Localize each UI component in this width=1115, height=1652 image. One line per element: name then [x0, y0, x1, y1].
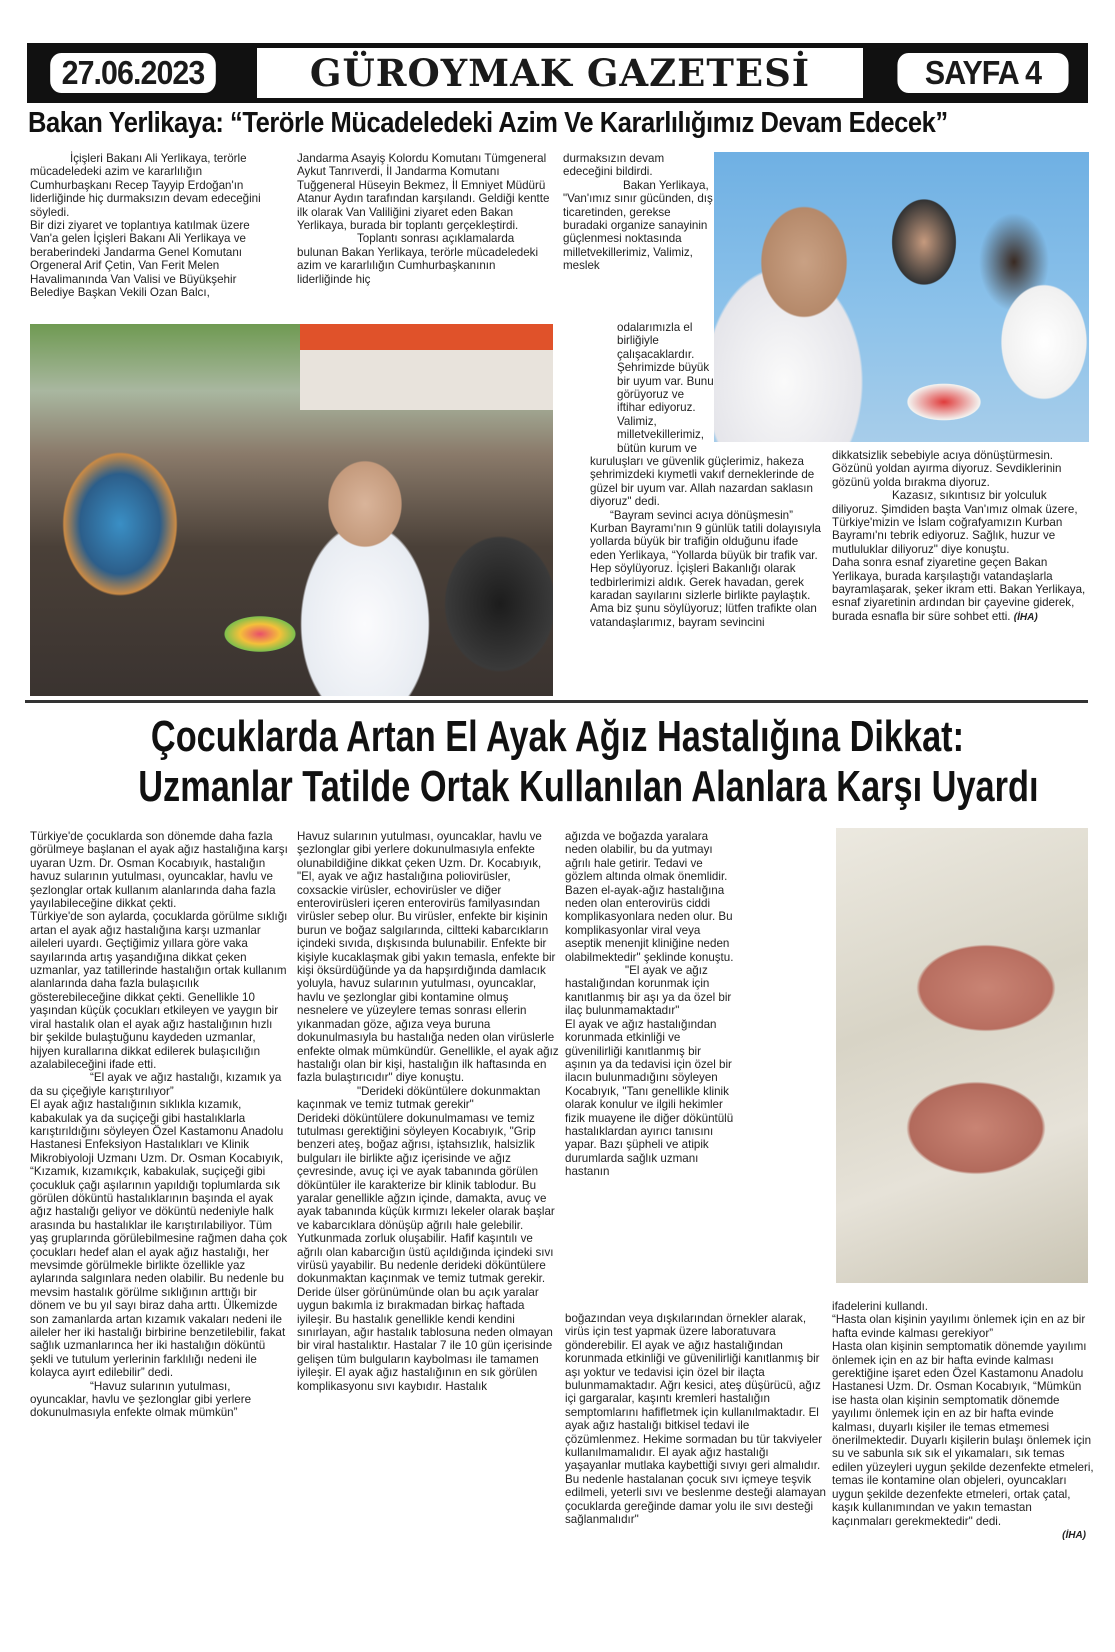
- article2-paragraph: El ayak ve ağız hastalığından korunmada etkinliği ve güvenilirliği kanıtlanmış bir aşının ya da tedavisi için özel bir ilacın bulunmadığını söyleyen Kocabıyık, "Tanı genellikle klinik olarak konulur ve ilgili hekimler fizik muayene ile diğer döküntülü hastalıklardan ayırıcı tanısını yapar. Bazı şüpheli ve atipik durumlarda sağlık uzmanı hastanın: [565, 1017, 734, 1179]
- article2-column-3-narrow: [565, 830, 735, 1179]
- article2-headline-line-2: Uzmanlar Tatilde Ortak Kullanılan Alanlara Karşı Uyardı: [138, 762, 1039, 811]
- article1-subheading: “Bayram sevinci acıya dönüşmesin”: [610, 508, 793, 522]
- article2-paragraph: Havuz sularının yutulması, oyuncaklar, havlu ve şezlonglar gibi yerlere dokunulmasıyla enfekte olunabildiğine dikkat çeken Uzm. Dr. Kocabıyık, "El, ayak ve ağız hastalığına poliovirüsler, coxsackie virüsler, echovirüsler ve diğer enterovirüsleri içeren enterovirüs familyasından virüsler sebep olur. Bu virüsler, enfekte bir kişinin burun ve boğaz salgılarında, ciltteki kabarcıkların içindeki sıvıda, dışkısında bulunabilir. Enfekte bir kişiyle kucaklaşmak gibi yakın temasla, enfekte bir kişi öksürdüğünde ya da hapşırdığında damlacık yoluyla, havuz sularının yutulması, oyuncaklar, havlu ve şezlonglar gibi kontamine olmuş nesnelere ve yüzeylere temas sonrası ellerin yıkanmadan göze, ağıza veya buruna dokunulmasıyla bu hastalığa neden olan virüslerle enfekte olmak mümkündür. Genellikle, el ayak ağız hastalığı olan bir kişi, hastalığın ilk haftasında en fazla bulaştırıcıdır" diye konuştu.: [297, 830, 559, 1085]
- photo-minister-children: [714, 152, 1089, 442]
- article2-column-1: [30, 830, 288, 1420]
- section-divider: [25, 700, 1088, 703]
- issue-date: 27.06.2023: [48, 51, 217, 95]
- article1-paragraph: Kurban Bayramı'nın 9 günlük tatili dolayısıyla yollarda büyük bir trafiğin olduğunu ifade eden Yerlikaya, “Yollarda büyük bir trafik var. Hep söylüyoruz. İçişleri Bakanlığı olarak tedbirlerimizi aldık. Gerek havadan, gerek karadan sayılarını sizlerle birlikte paylaştık. Ama biz şunu söylüyoruz; lütfen trafikte olan vatandaşlarımız, bayram sevincini: [590, 522, 821, 629]
- shop-front: [300, 350, 553, 410]
- article1-paragraph: İçişleri Bakanı Ali Yerlikaya, terörle mücadeledeki azim ve kararlılığın Cumhurbaşkanı Recep Tayyip Erdoğan'ın liderliğinde hiç durmaksızın devam edeceğini söyledi.: [30, 152, 261, 219]
- article1-paragraph: Bakan Yerlikaya, "Van'ımız sınır gücünden, dış ticaretinden, gerekse buradaki organize sanayinin güçlenmesi noktasında milletvekillerimiz, Valimiz, meslek: [563, 178, 713, 273]
- article2-subheading: “Hasta olan kişinin yayılımı önlemek için en az bir hafta evinde kalması gerekiyor”: [832, 1313, 1086, 1340]
- article2-paragraph: Türkiye'de çocuklarda son dönemde daha fazla görülmeye başlanan el ayak ağız hastalığına karşı uyaran Uzm. Dr. Osman Kocabıyık, hastalığın havuz sularının yutulması, oyuncaklar, havlu ve şezlonglar ortak kullanım alanlarında daha fazla yayılabileceğine dikkat çekti.: [30, 830, 288, 911]
- article2-column-2: [297, 830, 559, 1393]
- source-credit: (İHA): [1062, 1529, 1086, 1541]
- article1-paragraph: Toplantı sonrası açıklamalarda bulunan Bakan Yerlikaya, terörle mücadeledeki azim ve kararlılığın Cumhurbaşkanının liderliğinde hiç: [297, 232, 539, 286]
- article2-paragraph: boğazından veya dışkılarından örnekler alarak, virüs için test yapmak üzere laboratuvara gönderebilir. El ayak ve ağız hastalığından korunmada etkinliği ve güvenilirliği kanıtlanmış bir aşı yoktur ve tedavisi için özel bir ilaçta bulunmamaktadır. Ağrı kesici, ateş düşürücü, ağız içi gargaralar, kaşıntı kremleri hastalığın semptomlarını hafifletmek için kullanılmaktadır. El ayak ağız hastalığı bitkisel tedavi ile çözümlenmez. Hekime sormadan bu tür takviyeler kullanılmamalıdır. El ayak ağız hastalığı yaşayanlar mutlaka kaybettiği sıvıyı geri almalıdır. Bu nedenle hastalanan çocuk sıvı içmeye teşvik edilmeli, yeterli sıvı ve beslenme desteği alamayan çocuklarda gereğinde damar yolu ile sıvı desteği sağlanmalıdır": [565, 1312, 826, 1527]
- article2-column-4: [832, 1300, 1094, 1542]
- article2-paragraph: ifadelerini kullandı.: [832, 1300, 929, 1313]
- article1-column-3-wide: [590, 455, 825, 629]
- article2-headline-line-1: Çocuklarda Artan El Ayak Ağız Hastalığına Dikkat:: [150, 712, 965, 761]
- article1-paragraph: dikkatsizlik sebebiyle acıya dönüştürmesin. Gözünü yoldan ayırma diyoruz. Sevdiklerinin gözünü yolda bırakma diyoruz.: [832, 449, 1062, 489]
- photo-hands-rash: [836, 828, 1088, 1283]
- article2-paragraph: ağızda ve boğazda yaralara neden olabilir, bu da yutmayı ağrılı hale getirir. Tedavi ve gözlem altında olmak önemlidir. Bazen el-ayak-ağız hastalığına neden olan enterovirüs ciddi komplikasyonlara neden olur. Bu komplikasyonlar viral veya aseptik menenjit kliniğine neden olabilmektedir" şeklinde konuştu.: [565, 830, 734, 964]
- newspaper-title: GÜROYMAK GAZETESİ: [255, 46, 865, 100]
- shop-awning: [300, 324, 553, 350]
- article1-paragraph: durmaksızın devam edeceğini bildirdi.: [563, 152, 665, 179]
- article2-paragraph: El ayak ağız hastalığının sıklıkla kızamık, kabakulak ya da suçiçeği gibi hastalıklarla karıştırıldığını söyleyen Özel Kastamonu Anadolu Hastanesi Enfeksiyon Hastalıkları ve Klinik Mikrobiyoloji Uzmanı Uzm. Dr. Osman Kocabıyık, “Kızamık, kızamıkçık, kabakulak, suçiçeği gibi çocukluk çağı aşılarının yapıldığı toplumlarda sık görülen döküntü hastalıklarının başında el ayak ağız hastalığı geliyor ve döküntü nedeniyle halk arasında bu hastalıklar ile karıştırılabiliyor. Tüm yaş gruplarında görülebilmesine rağmen daha çok çocukları hedef alan el ayak ağız hastalığı, her mevsimde görülmekle birlikte özellikle yaz aylarında salgınlara neden olabilir. Bu nedenle bu mevsim hastalık görülme sıklığının arttığı bir dönem ve bu yıl sayı biraz daha arttı. Ülkemizde son zamanlarda artan kızamık vakaları nedeni ile aileler her iki hastalığı birbirine benzetilebilir, fakat sağlık uzmanlarınca her iki hastalığın döküntü şekli ve tutulum yerlerinin farklılığı nedeni ile kolayca ayırt edilebilir” dedi.: [30, 1098, 288, 1380]
- article2-subheading: "Derideki döküntülere dokunmaktan kaçınmak ve temiz tutmak gerekir": [297, 1084, 541, 1112]
- article2-column-3-wide: [565, 1312, 827, 1527]
- article1-paragraph: Bir dizi ziyaret ve toplantıya katılmak üzere Van'a gelen İçişleri Bakanı Ali Yerlikaya ve beraberindeki Jandarma Genel Komutanı Orgeneral Arif Çetin, Van Ferit Melen Havalimanında Van Valisi ve Büyükşehir Belediye Başkan Vekili Ozan Balcı,: [30, 219, 250, 300]
- article2-paragraph: Hasta olan kişinin semptomatik dönemde yayılımı önlemek için en az bir hafta evinde kalması gerektiğine işaret eden Özel Kastamonu Anadolu Hastanesi Uzm. Dr. Osman Kocabıyık, “Mümkün ise hasta olan kişinin semptomatik dönemde yayılımı önlemek için en az bir hafta evinde kalması, duyarlı kişiler ile temas etmemesi önerilmektedir. Duyarlı kişilerin bulaşı önlemek için su ve sabunla sık sık el yıkamaları, sık temas edilen yüzeyleri uygun şekilde dezenfekte etmeleri, temas ile kontamine olan objeleri, oyuncakları uygun şekilde dezenfekte etmeleri, ortak çatal, kaşık kullanımından ve yakın temastan kaçınmaları gerekmektedir" dedi.: [832, 1340, 1094, 1528]
- article2-paragraph: Derideki döküntülere dokunulmaması ve temiz tutulması gerektiğini söyleyen Kocabıyık, "Grip benzeri ateş, boğaz ağrısı, iştahsızlık, halsizlik bulguları ile birlikte ağız içerisinde ve ağız çevresinde, avuç içi ve ayak tabanında görülen döküntüler ile karakterize bir klinik tablodur. Bu yaralar genellikle ağzın içinde, damakta, avuç ve ayak tabanında küçük kırmızı lekeler olarak başlar ve kabarcıklara dönüşüp ağrılı hale gelebilir. Yutkunmada zorluk oluşabilir. Hafif kaşıntılı ve ağrılı olan kabarcığın üstü açıldığında içindeki sıvı virüsü yayabilir. Bu nedenle derideki döküntülere dokunmaktan kaçınmak ve temiz tutmak gerekir. Deride ülser görünümünde olan bu açık yaralar uygun bakımla iz bırakmadan birkaç haftada iyileşir. Bu hastalık genellikle kendi kendini sınırlayan, ağır hastalık tablosuna neden olmayan bir viral hastalıktır. Hastalar 7 ile 10 gün içerisinde gelişen tüm bulguların kaybolması ile tamamen iyileşir. El ayak ağız hastalığının en sık görülen komplikasyonu sıvı kaybıdır. Hastalık: [297, 1111, 555, 1393]
- article1-column-3-top: [563, 152, 713, 273]
- article1-paragraph: Daha sonra esnaf ziyaretine geçen Bakan Yerlikaya, burada karşılaştığı vatandaşlarla bayramlaşarak, şeker ikram etti. Bakan Yerlikaya, esnaf ziyaretinin ardından bir çayevine giderek, burada esnafla bir süre sohbet etti. (İHA): [832, 556, 1086, 623]
- article1-headline: Bakan Yerlikaya: “Terörle Mücadeledeki Azim Ve Kararlılığımız Devam Edecek”: [28, 107, 948, 139]
- article1-paragraph: Kazasız, sıkıntısız bir yolculuk diliyoruz. Şimdiden başta Van'ımız olmak üzere, Türkiye'mizin ve İslam coğrafyamızın Kurban Bayramı'nı tebrik ediyoruz. Sağlık, huzur ve mutluluklar diliyoruz" diye konuştu.: [832, 489, 1078, 556]
- article1-column-1: [30, 152, 280, 299]
- article2-subheading: "El ayak ve ağız hastalığından korunmak için kanıtlanmış bir aşı ya da özel bir ilaç bulunmamaktadır": [565, 964, 732, 1018]
- article1-column-3-narrow: [617, 321, 715, 455]
- article1-column-2: [297, 152, 552, 286]
- photo-minister-crowd: [30, 324, 553, 696]
- article1-paragraph: kuruluşları ve güvenlik güçlerimiz, hakeza şehrimizdeki kıymetli vakıf derneklerinde de güzel bir uyum var. Allah nazardan saklasın diyoruz" dedi.: [590, 455, 815, 509]
- article2-subheading: “El ayak ve ağız hastalığı, kızamık ya da su çiçeğiyle karıştırılıyor”: [30, 1071, 282, 1098]
- source-credit: (İHA): [1013, 611, 1038, 623]
- article2-paragraph: Türkiye'de son aylarda, çocuklarda görülme sıklığı artan el ayak ağız hastalığına karşı uzmanlar aileleri uyardı. Geçtiğimiz yıllara göre vaka sayılarında artış yaşandığına dikkat çeken uzmanlar, yaz tatillerinde hastalığın ortak kullanım alanlarında daha fazla bulaşıcılık gösterebileceğine dikkat çekti. Genellikle 10 yaşından küçük çocukları etkileyen ve yaygın bir viral hastalık olan el ayak ağız hastalığının hızlı bir şekilde bulaştuğunu kaydeden uzmanlar, hijyen kurallarına dikkat edilerek bulaşıcılığın azalabileceğini ifade etti.: [30, 910, 288, 1071]
- article2-subheading: “Havuz sularının yutulması, oyuncaklar, havlu ve şezlonglar gibi yerlere dokunulmasıyla enfekte olmak mümkün”: [30, 1379, 252, 1420]
- article1-paragraph: odalarımızla el birliğiyle çalışacaklardır. Şehrimizde büyük bir uyum var. Bunu görüyoruz ve iftihar ediyoruz. Valimiz, milletvekillerimiz, bütün kurum ve: [617, 321, 714, 455]
- masthead: [27, 43, 1088, 103]
- page-number: SAYFA 4: [896, 51, 1071, 95]
- article1-paragraph: Jandarma Asayiş Kolordu Komutanı Tümgeneral Aykut Tanrıverdi, İl Jandarma Komutanı Tuğgeneral Hüseyin Bekmez, İl Emniyet Müdürü Atanur Aydın tarafından karşılandı. Geldiği kentte ilk olarak Van Valiliğini ziyaret eden Bakan Yerlikaya, burada bir toplantı gerçekleştirdi.: [297, 152, 550, 233]
- article1-column-4: [832, 449, 1087, 624]
